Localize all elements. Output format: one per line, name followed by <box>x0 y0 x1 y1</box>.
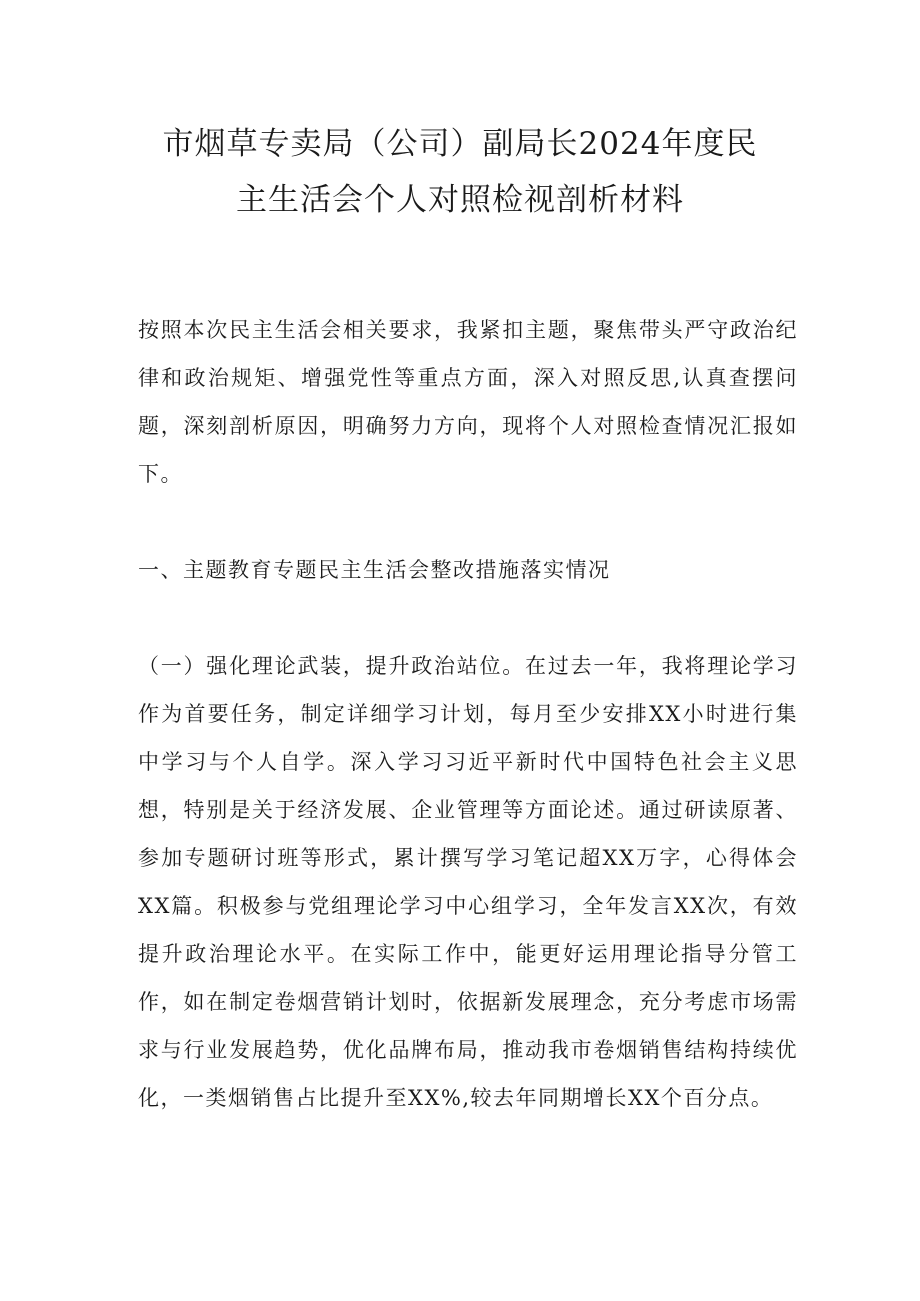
section-heading-1: 一、主题教育专题民主生活会整改措施落实情况 <box>138 558 611 582</box>
section-1-paragraph: （一）强化理论武装，提升政治站位。在过去一年，我将理论学习作为首要任务，制定详细学习计划，每月至少安排XX小时进行集中学习与个人自学。深入学习习近平新时代中国特色社会主义思想，特别是关于经济发展、企业管理等方面论述。通过研读原著、参加专题研讨班等形式，累计撰写学习笔记超XX万字，心得体会XX篇。积极参与党组理论学习中心组学习，全年发言XX次，有效提升政治理论水平。在实际工作中，能更好运用理论指导分管工作，如在制定卷烟营销计划时，依据新发展理念，充分考虑市场需求与行业发展趋势，优化品牌布局，推动我市卷烟销售结构持续优化，一类烟销售占比提升至XX%,较去年同期增长XX个百分点。 <box>138 654 798 1110</box>
intro-paragraph: 按照本次民主生活会相关要求，我紧扣主题，聚焦带头严守政治纪律和政治规矩、增强党性等重点方面，深入对照反思,认真查摆问题，深刻剖析原因，明确努力方向，现将个人对照检查情况汇报如下。 <box>138 318 798 486</box>
document-title-line-1: 市烟草专卖局（公司）副局长2024年度民 <box>162 126 758 162</box>
document-title-line-2: 主生活会个人对照检视剖析材料 <box>236 182 684 218</box>
